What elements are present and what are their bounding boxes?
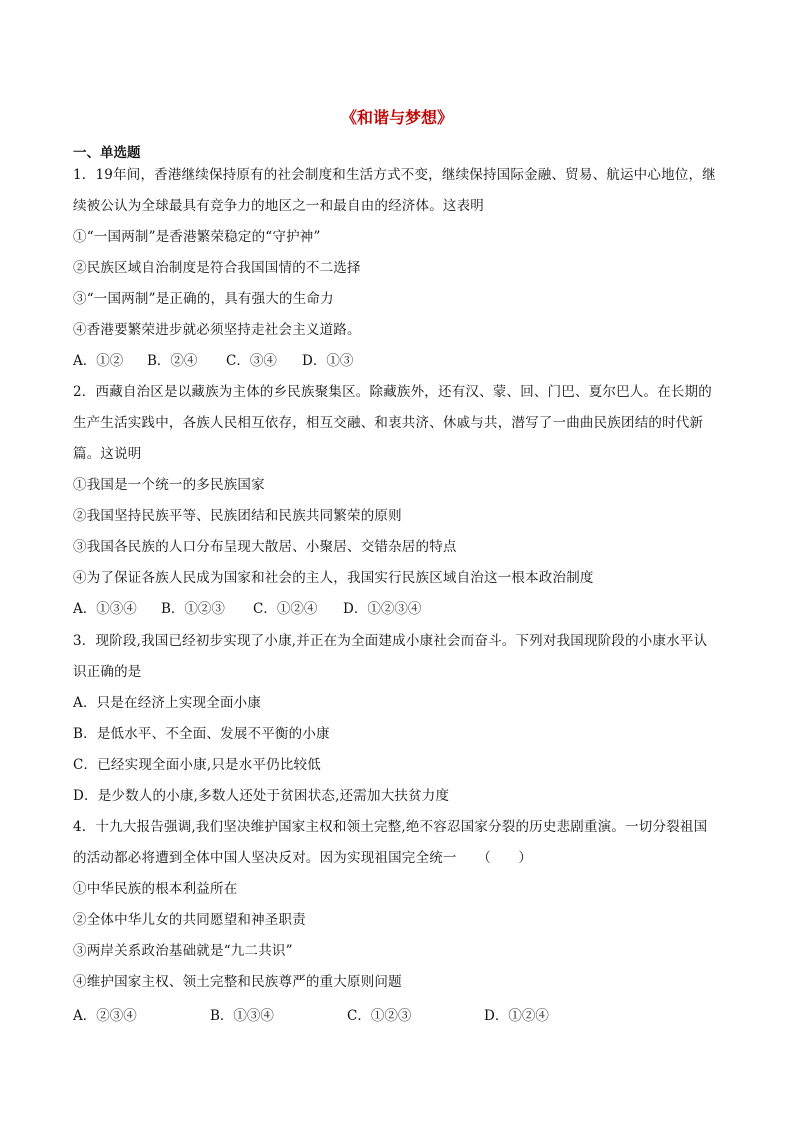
question-4-statement-4: ④维护国家主权、领土完整和民族尊严的重大原则问题 — [73, 974, 402, 990]
question-1-statement-1: ①“一国两制”是香港繁荣稳定的“守护神” — [73, 229, 321, 245]
question-4-stem-line-2: 的活动都必将遭到全体中国人坚决反对。因为实现祖国完全统一 （ ） — [73, 850, 533, 866]
page-title: 《和谐与梦想》 — [340, 108, 453, 127]
question-2-statement-3: ③我国各民族的人口分布呈现大散居、小聚居、交错杂居的特点 — [73, 539, 457, 555]
question-3-option-b: B．是低水平、不全面、发展不平衡的小康 — [73, 726, 330, 742]
question-3-option-c: C．已经实现全面小康,只是水平仍比较低 — [73, 757, 321, 773]
section-heading: 一、单选题 — [73, 145, 141, 161]
question-2-option-b: B．①②③ — [161, 601, 225, 617]
question-1-option-b: B．②④ — [147, 353, 198, 369]
question-4-statement-1: ①中华民族的根本利益所在 — [73, 881, 238, 897]
question-1-statement-2: ②民族区域自治制度是符合我国国情的不二选择 — [73, 260, 361, 276]
question-2-option-a: A．①③④ — [73, 601, 137, 617]
question-2-statement-4: ④为了保证各族人民成为国家和社会的主人，我国实行民族区域自治这一根本政治制度 — [73, 570, 594, 586]
question-4-statement-3: ③两岸关系政治基础就是“九二共识” — [73, 943, 293, 959]
question-2-option-d: D．①②③④ — [343, 601, 422, 617]
question-1-option-a: A．①② — [73, 353, 124, 369]
question-4-stem-line-1: 4．十九大报告强调,我们坚决维护国家主权和领土完整,绝不容忍国家分裂的历史悲剧重演。一切分裂祖国 — [73, 819, 708, 835]
question-1-option-d: D．①③ — [302, 353, 354, 369]
question-3-stem-line-2: 识正确的是 — [73, 664, 142, 680]
question-4-option-b: B．①③④ — [210, 1008, 274, 1024]
question-2-stem-line-1: 2．西藏自治区是以藏族为主体的乡民族聚集区。除藏族外，还有汉、蒙、回、门巴、夏尔巴人。在长期的 — [73, 384, 712, 400]
question-3-option-d: D．是少数人的小康,多数人还处于贫困状态,还需加大扶贫力度 — [73, 788, 450, 804]
question-2-stem-line-3: 篇。这说明 — [73, 446, 142, 462]
question-1-stem-line-1: 1．19年间，香港继续保持原有的社会制度和生活方式不变，继续保持国际金融、贸易、航运中心地位，继 — [73, 167, 716, 183]
question-1-stem-line-2: 续被公认为全球最具有竞争力的地区之一和最自由的经济体。这表明 — [73, 198, 484, 214]
question-2-statement-2: ②我国坚持民族平等、民族团结和民族共同繁荣的原则 — [73, 508, 402, 524]
question-1-option-c: C．③④ — [226, 353, 277, 369]
question-4-option-c: C．①②③ — [347, 1008, 412, 1024]
question-3-stem-line-1: 3．现阶段,我国已经初步实现了小康,并正在为全面建成小康社会而奋斗。下列对我国现阶段的小康水平认 — [73, 633, 708, 649]
question-2-option-c: C．①②④ — [253, 601, 318, 617]
question-1-statement-4: ④香港要繁荣进步就必须坚持走社会主义道路。 — [73, 322, 361, 338]
question-3-option-a: A．只是在经济上实现全面小康 — [73, 695, 262, 711]
question-1-statement-3: ③“一国两制”是正确的，具有强大的生命力 — [73, 291, 334, 307]
question-4-option-a: A．②③④ — [73, 1008, 137, 1024]
question-2-statement-1: ①我国是一个统一的多民族国家 — [73, 477, 265, 493]
question-4-statement-2: ②全体中华儿女的共同愿望和神圣职责 — [73, 912, 306, 928]
question-2-stem-line-2: 生产生活实践中，各族人民相互依存，相互交融、和衷共济、休戚与共，潜写了一曲曲民族团结的时代新 — [73, 415, 704, 431]
question-4-option-d: D．①②④ — [484, 1008, 549, 1024]
